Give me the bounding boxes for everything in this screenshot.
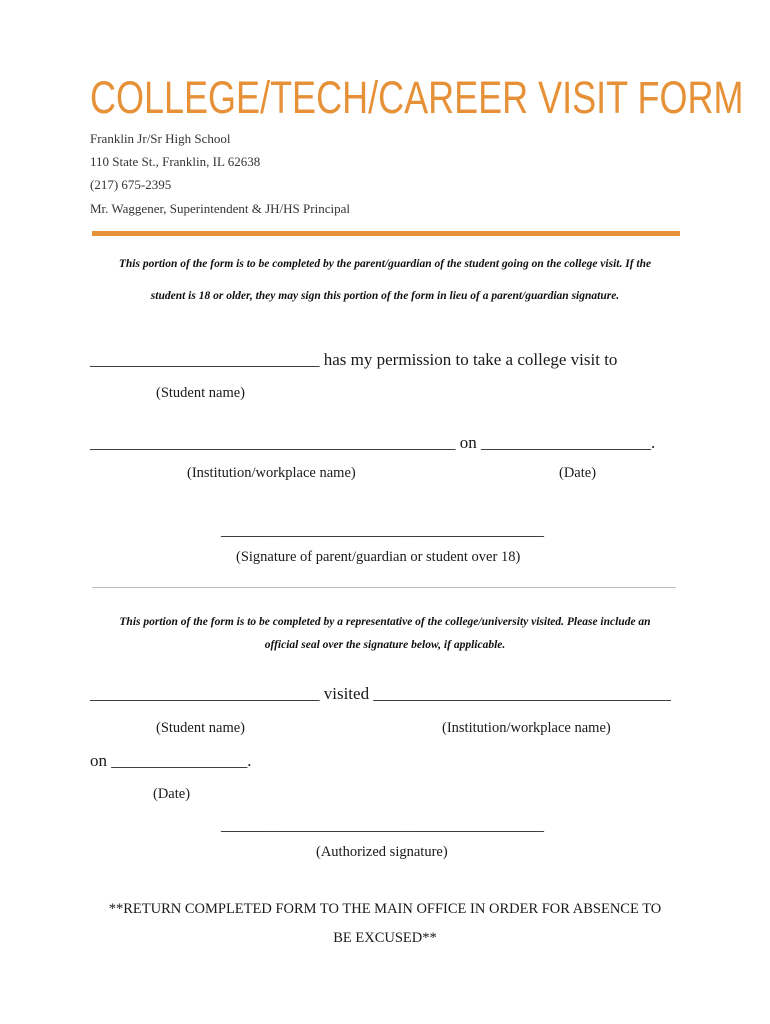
authorized-signature-caption: (Authorized signature) [316, 844, 448, 860]
return-notice-line-2: BE EXCUSED** [333, 930, 437, 946]
parent-signature-caption: (Signature of parent/guardian or student over 18) [236, 549, 521, 565]
return-notice [70, 895, 700, 953]
visited-student-name-caption: (Student name) [156, 720, 245, 736]
school-phone: (217) 675-2395 [90, 177, 172, 192]
college-instruction-line-1: This portion of the form is to be completed by a representative of the college/university visited. Please include an [119, 616, 651, 628]
principal-name: Mr. Waggener, Superintendent & JH/HS Principal [90, 201, 350, 216]
parent-instruction-line-2: student is 18 or older, they may sign this portion of the form in lieu of a parent/guardian signature. [150, 290, 620, 302]
visit-date-caption: (Date) [153, 786, 191, 802]
student-name-caption: (Student name) [156, 385, 245, 401]
visited-institution-caption: (Institution/workplace name) [442, 720, 611, 736]
form-title: COLLEGE/TECH/CAREER VISIT FORM [90, 72, 744, 123]
visit-date-line[interactable]: on ________________. [90, 751, 252, 770]
section-divider [92, 587, 676, 588]
student-permission-line[interactable]: ___________________________ has my permission to take a college visit to [90, 350, 618, 369]
school-address: 110 State St., Franklin, IL 62638 [90, 154, 261, 169]
parent-instructions [78, 253, 692, 307]
parent-instruction-line-1: This portion of the form is to be completed by the parent/guardian of the student going on the college visit. If the [118, 258, 652, 270]
institution-date-line[interactable]: ___________________________________________ on ____________________. [90, 433, 656, 452]
date-caption: (Date) [559, 465, 597, 481]
authorized-signature-line[interactable]: ______________________________________ [221, 815, 544, 834]
return-notice-line-1: **RETURN COMPLETED FORM TO THE MAIN OFFICE IN ORDER FOR ABSENCE TO [108, 901, 662, 917]
college-instructions [78, 611, 692, 656]
institution-name-caption: (Institution/workplace name) [187, 465, 356, 481]
header-divider [92, 231, 680, 236]
college-instruction-line-2: official seal over the signature below, if applicable. [264, 639, 506, 651]
school-name: Franklin Jr/Sr High School [90, 131, 231, 146]
parent-signature-line[interactable]: ______________________________________ [221, 520, 544, 539]
student-visited-line[interactable]: ___________________________ visited ___________________________________ [90, 684, 671, 703]
